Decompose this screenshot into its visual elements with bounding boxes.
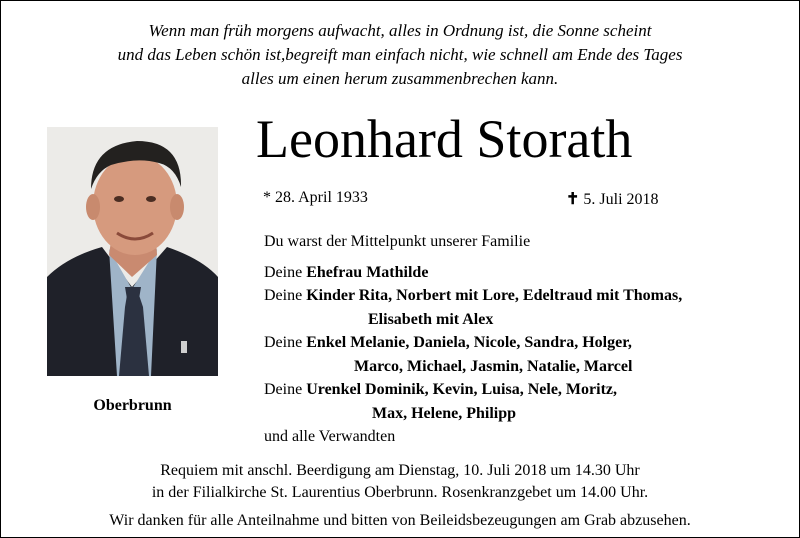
place-caption: Oberbrunn: [93, 397, 172, 414]
family-grandchildren-cont: Marco, Michael, Jasmin, Natalie, Marcel: [354, 357, 633, 375]
service-info: [1, 460, 799, 532]
family-children-cont: Elisabeth mit Alex: [368, 310, 494, 328]
quote-line: alles um einen herum zusammenbrechen kann.: [241, 69, 559, 88]
thanks-note: Wir danken für alle Anteilnahme und bitten von Beileidsbezeugungen am Grab abzusehen.: [109, 512, 691, 529]
family-row-children-cont: [264, 308, 682, 332]
family-row-greatgrandchildren-cont: [264, 402, 682, 426]
family-prefix: Deine: [264, 381, 303, 398]
family-greatgrandchildren-cont: Max, Helene, Philipp: [372, 404, 516, 422]
service-line: Requiem mit anschl. Beerdigung am Dienstag, 10. Juli 2018 um 14.30 Uhr: [160, 462, 640, 479]
portrait-photo: [47, 127, 218, 376]
family-greatgrandchildren: Urenkel Dominik, Kevin, Luisa, Nele, Moritz,: [306, 381, 617, 398]
quote-line: und das Leben schön ist,begreift man einfach nicht, wie schnell am Ende des Tages: [117, 45, 683, 64]
death-date-line: [566, 189, 659, 209]
family-prefix: Deine: [264, 263, 303, 281]
birth-date: * 28. April 1933: [263, 189, 368, 206]
cross-icon: ✝: [566, 191, 580, 208]
family-prefix: Deine: [264, 287, 303, 304]
family-relatives: und alle Verwandten: [264, 428, 396, 445]
death-date: 5. Juli 2018: [583, 191, 659, 208]
family-row-wife: [264, 261, 682, 285]
service-line: in der Filialkirche St. Laurentius Oberbrunn. Rosenkranzgebet um 14.00 Uhr.: [151, 484, 649, 501]
family-grandchildren: Enkel Melanie, Daniela, Nicole, Sandra, Holger,: [306, 334, 632, 351]
family-row-greatgrandchildren: [264, 378, 682, 402]
memorial-quote: [1, 19, 799, 91]
quote-line: Wenn man früh morgens aufwacht, alles in Ordnung ist, die Sonne scheint: [148, 21, 652, 40]
family-children: Kinder Rita, Norbert mit Lore, Edeltraud mit Thomas,: [306, 287, 683, 304]
family-wife: Ehefrau Mathilde: [306, 263, 429, 281]
family-row-grandchildren: [264, 331, 682, 355]
family-intro: Du warst der Mittelpunkt unserer Familie: [264, 233, 531, 250]
family-row-grandchildren-cont: [264, 355, 682, 379]
family-prefix: Deine: [264, 334, 303, 351]
family-row-children: [264, 284, 682, 308]
deceased-name: Leonhard Storath: [256, 109, 633, 169]
family-list: [264, 230, 682, 449]
